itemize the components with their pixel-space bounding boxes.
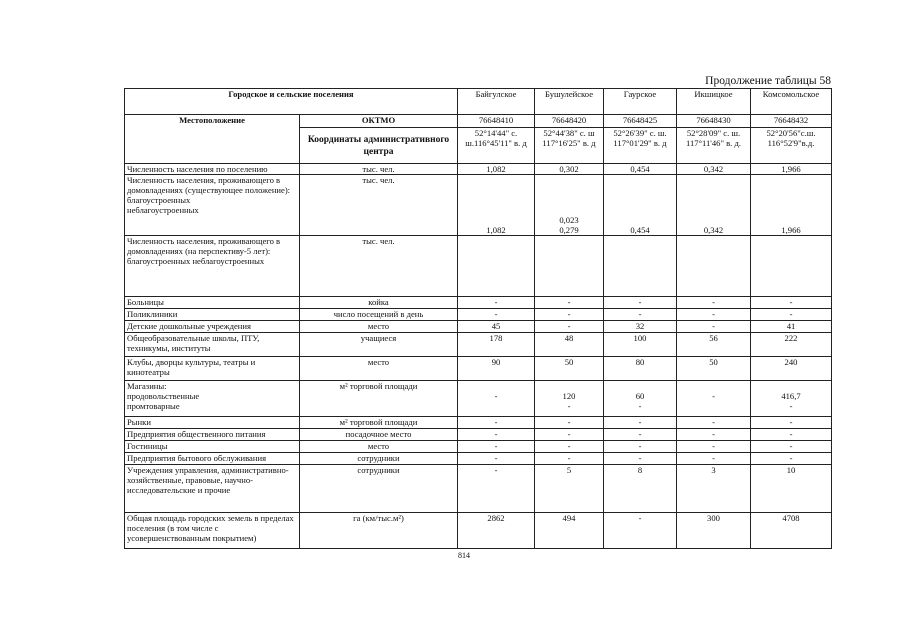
cell: - [677, 321, 751, 333]
cell: - [751, 417, 832, 429]
col-name-3: Икшицкое [677, 89, 751, 115]
cell: - [751, 309, 832, 321]
cell [677, 175, 751, 236]
cell: - [458, 417, 535, 429]
col-oktmo-0: 76648410 [458, 115, 535, 128]
cell: 0,454 [604, 164, 677, 175]
cell: 178 [458, 333, 535, 357]
cell [535, 381, 604, 417]
oktmo-header: ОКТМО [300, 115, 458, 128]
row-label [125, 381, 300, 417]
row-label: Гостиницы [125, 441, 300, 453]
cell: - [535, 297, 604, 309]
cell: - [677, 429, 751, 441]
continuation-label: Продолжение таблицы 58 [705, 75, 831, 87]
cell: 1,966 [751, 164, 832, 175]
row-unit: койка [300, 297, 458, 309]
row-label-line: Магазины: [127, 381, 167, 391]
row-unit: сотрудники [300, 453, 458, 465]
row-label: Общая площадь городских земель в пределах поселения (в том числе с усовершенствованным покрытием) [125, 513, 300, 549]
cell: - [458, 309, 535, 321]
row-label: Общеобразовательные школы, ПТУ, техникумы, институты [125, 333, 300, 357]
cell: - [604, 297, 677, 309]
row-label-line: благоустроенных [127, 195, 191, 205]
cell [458, 381, 535, 417]
cell: 8 [604, 465, 677, 513]
cell [458, 236, 535, 297]
table-row [125, 297, 832, 309]
row-label: Численность населения по поселению [125, 164, 300, 175]
row-unit: место [300, 321, 458, 333]
cell: 32 [604, 321, 677, 333]
cell-line: 0,279 [559, 225, 579, 235]
col-name-4: Комсомольское [751, 89, 832, 115]
cell-line: 416,7 [781, 391, 801, 401]
col-name-0: Байгулское [458, 89, 535, 115]
cell: - [535, 309, 604, 321]
cell: 0,342 [677, 164, 751, 175]
cell: 80 [604, 357, 677, 381]
cell: 45 [458, 321, 535, 333]
cell-line: 1,082 [486, 225, 506, 235]
cell: 494 [535, 513, 604, 549]
cell: 5 [535, 465, 604, 513]
cell: - [604, 513, 677, 549]
row-unit: тыс. чел. [300, 164, 458, 175]
cell [751, 236, 832, 297]
cell: 3 [677, 465, 751, 513]
row-unit: число посещений в день [300, 309, 458, 321]
cell-line: - [789, 401, 793, 411]
cell: - [458, 465, 535, 513]
cell-line: 0,454 [630, 225, 650, 235]
cell [604, 381, 677, 417]
cell-line: - [638, 401, 642, 411]
cell: 240 [751, 357, 832, 381]
table-row [125, 164, 832, 175]
table-row [125, 381, 832, 417]
row-label-line: продовольственные [127, 391, 200, 401]
cell: 90 [458, 357, 535, 381]
cell-line: - [712, 391, 715, 401]
cell-line: 0,342 [703, 225, 724, 235]
cell: - [458, 297, 535, 309]
table-row [125, 453, 832, 465]
cell: - [604, 417, 677, 429]
row-unit: тыс. чел. [300, 236, 458, 297]
cell: - [604, 429, 677, 441]
cell [604, 175, 677, 236]
location-header: Местоположение [125, 115, 300, 164]
row-unit: место [300, 441, 458, 453]
col-name-1: Бушулейское [535, 89, 604, 115]
cell: 2862 [458, 513, 535, 549]
cell: - [535, 441, 604, 453]
cell: 4708 [751, 513, 832, 549]
row-unit: место [300, 357, 458, 381]
col-coords-2: 52°26'39" с. ш. 117°01'29" в. д [604, 128, 677, 164]
cell: - [751, 429, 832, 441]
cell [751, 175, 832, 236]
cell: 56 [677, 333, 751, 357]
cell: - [604, 441, 677, 453]
table-row [125, 321, 832, 333]
cell [458, 175, 535, 236]
row-unit: учащиеся [300, 333, 458, 357]
cell: - [751, 441, 832, 453]
table-row [125, 357, 832, 381]
row-label: Клубы, дворцы культуры, театры и кинотеатры [125, 357, 300, 381]
cell-line: - [494, 391, 498, 401]
cell: - [677, 309, 751, 321]
col-oktmo-4: 76648432 [751, 115, 832, 128]
cell: 0,302 [535, 164, 604, 175]
cell [604, 236, 677, 297]
cell: - [604, 453, 677, 465]
col-coords-4: 52°20'56"с.ш. 116°52'9"в.д. [751, 128, 832, 164]
cell: - [751, 453, 832, 465]
cell: 50 [535, 357, 604, 381]
cell: 1,082 [458, 164, 535, 175]
row-label-line: Численность населения, проживающего в домовладениях (существующее положение): [127, 175, 291, 195]
row-unit: м² торговой площади [300, 417, 458, 429]
row-label: Больницы [125, 297, 300, 309]
cell [677, 236, 751, 297]
row-label: Предприятия общественного питания [125, 429, 300, 441]
row-label: Численность населения, проживающего в домовладениях (на перспективу-5 лет): благоустроенных неблагоустроенных [125, 236, 300, 297]
cell-line: 1,966 [781, 225, 801, 235]
settlements-table [124, 88, 832, 549]
row-label-line: промтоварные [127, 401, 180, 411]
col-coords-3: 52°28'09" с. ш. 117°11'46" в. д. [677, 128, 751, 164]
cell: - [677, 441, 751, 453]
settlements-title: Городское и сельские поселения [125, 89, 458, 115]
row-label [125, 175, 300, 236]
cell-line: 0,023 [559, 215, 579, 225]
cell: - [535, 321, 604, 333]
cell: 50 [677, 357, 751, 381]
cell: - [677, 297, 751, 309]
cell: - [458, 429, 535, 441]
row-label-line: неблагоустроенных [127, 205, 199, 215]
cell [677, 381, 751, 417]
row-label: Поликлиники [125, 309, 300, 321]
cell: 10 [751, 465, 832, 513]
cell-line: 60 [635, 391, 645, 401]
table-row [125, 429, 832, 441]
row-label: Учреждения управления, административно-хозяйственные, правовые, научно-исследовательские и прочие [125, 465, 300, 513]
cell: 222 [751, 333, 832, 357]
cell: 48 [535, 333, 604, 357]
row-unit: м² торговой площади [300, 381, 458, 417]
col-coords-1: 52°44'38" с. ш 117°16'25" в. д [535, 128, 604, 164]
coords-header: Координаты административного центра [300, 128, 458, 164]
page-number: 814 [458, 551, 470, 560]
cell [751, 381, 832, 417]
table-row [125, 175, 832, 236]
header-row-1 [125, 89, 832, 115]
cell: 300 [677, 513, 751, 549]
table-row [125, 441, 832, 453]
cell: - [604, 309, 677, 321]
col-oktmo-3: 76648430 [677, 115, 751, 128]
cell: - [535, 417, 604, 429]
cell: - [458, 453, 535, 465]
cell [535, 175, 604, 236]
header-row-2 [125, 115, 832, 128]
cell: - [677, 417, 751, 429]
col-name-2: Гаурское [604, 89, 677, 115]
row-label: Рынки [125, 417, 300, 429]
cell: - [458, 441, 535, 453]
col-oktmo-1: 76648420 [535, 115, 604, 128]
table-row [125, 465, 832, 513]
col-oktmo-2: 76648425 [604, 115, 677, 128]
row-unit: га (км/тыс.м²) [300, 513, 458, 549]
cell: 41 [751, 321, 832, 333]
col-coords-0: 52°14'44" с. ш.116°45'11" в. д [458, 128, 535, 164]
cell [535, 236, 604, 297]
cell: - [751, 297, 832, 309]
row-unit: посадочное место [300, 429, 458, 441]
row-label: Предприятия бытового обслуживания [125, 453, 300, 465]
row-label: Детские дошкольные учреждения [125, 321, 300, 333]
table-row [125, 417, 832, 429]
row-unit: тыс. чел. [300, 175, 458, 236]
cell-line: - [567, 401, 571, 411]
table-row [125, 333, 832, 357]
cell: - [535, 429, 604, 441]
table-row [125, 309, 832, 321]
table-row [125, 236, 832, 297]
cell-line: 120 [562, 391, 576, 401]
cell: 100 [604, 333, 677, 357]
row-unit: сотрудники [300, 465, 458, 513]
cell: - [535, 453, 604, 465]
cell: - [677, 453, 751, 465]
table-row [125, 513, 832, 549]
